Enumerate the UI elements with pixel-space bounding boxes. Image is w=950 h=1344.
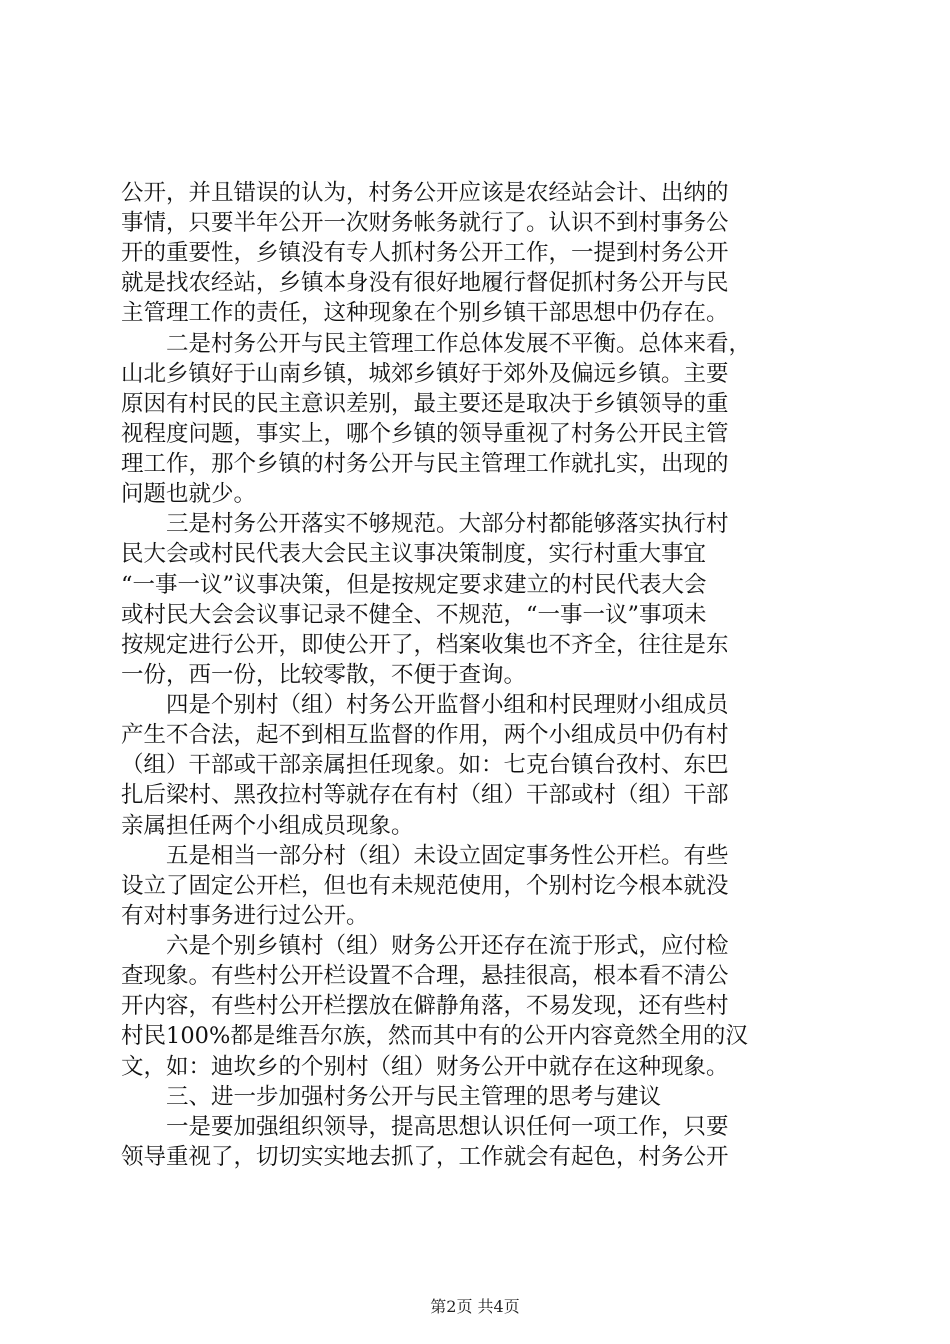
body-line: 四是个别村（组）村务公开监督小组和村民理财小组成员 <box>121 692 729 719</box>
body-line: 设立了固定公开栏，但也有未规范使用，个别村讫今根本就没 <box>121 872 729 899</box>
body-line: 山北乡镇好于山南乡镇，城郊乡镇好于郊外及偏远乡镇。主要 <box>121 360 729 387</box>
body-line: 按规定进行公开，即使公开了，档案收集也不齐全，往往是东 <box>121 631 729 658</box>
body-line: 有对村事务进行过公开。 <box>121 902 369 929</box>
body-line: 村民100%都是维吾尔族，然而其中有的公开内容竟然全用的汉 <box>121 1023 748 1050</box>
body-line: 三是村务公开落实不够规范。大部分村都能够落实执行村 <box>121 511 729 538</box>
body-line: 一是要加强组织领导，提高思想认识任何一项工作，只要 <box>121 1113 729 1140</box>
body-line: 原因有村民的民主意识差别，最主要还是取决于乡镇领导的重 <box>121 390 729 417</box>
body-line: 问题也就少。 <box>121 481 257 508</box>
body-line: （组）干部或干部亲属担任现象。如：七克台镇台孜村、东巴 <box>121 752 729 779</box>
body-line: 事情，只要半年公开一次财务帐务就行了。认识不到村事务公 <box>121 210 729 237</box>
body-line: 或村民大会会议事记录不健全、不规范，“一事一议”事项未 <box>121 601 707 628</box>
page-number-footer: 第2页 共4页 <box>430 1297 520 1316</box>
body-line: 领导重视了，切切实实地去抓了，工作就会有起色，村务公开 <box>121 1143 729 1170</box>
body-line: 六是个别乡镇村（组）财务公开还存在流于形式，应付检 <box>121 933 729 960</box>
body-line: 扎后梁村、黑孜拉村等就存在有村（组）干部或村（组）干部 <box>121 782 729 809</box>
body-line: 主管理工作的责任，这种现象在个别乡镇干部思想中仍存在。 <box>121 300 729 327</box>
body-line: 产生不合法，起不到相互监督的作用，两个小组成员中仍有村 <box>121 722 729 749</box>
body-line: 一份，西一份，比较零散，不便于查询。 <box>121 661 527 688</box>
body-line: 五是相当一部分村（组）未设立固定事务性公开栏。有些 <box>121 842 729 869</box>
body-line: 开内容，有些村公开栏摆放在僻静角落，不易发现，还有些村 <box>121 993 729 1020</box>
body-line: 文，如：迪坎乡的个别村（组）财务公开中就存在这种现象。 <box>121 1053 729 1080</box>
body-line: 就是找农经站，乡镇本身没有很好地履行督促抓村务公开与民 <box>121 270 729 297</box>
body-line: 三、进一步加强村务公开与民主管理的思考与建议 <box>121 1083 662 1110</box>
body-line: 查现象。有些村公开栏设置不合理，悬挂很高，根本看不清公 <box>121 963 729 990</box>
body-line: “一事一议”议事决策，但是按规定要求建立的村民代表大会 <box>121 571 707 598</box>
body-line: 开的重要性，乡镇没有专人抓村务公开工作，一提到村务公开 <box>121 240 729 267</box>
body-line: 民大会或村民代表大会民主议事决策制度，实行村重大事宜 <box>121 541 707 568</box>
body-line: 公开，并且错误的认为，村务公开应该是农经站会计、出纳的 <box>121 180 729 206</box>
body-line: 二是村务公开与民主管理工作总体发展不平衡。总体来看， <box>121 330 752 357</box>
body-line: 理工作，那个乡镇的村务公开与民主管理工作就扎实，出现的 <box>121 451 729 478</box>
body-line: 亲属担任两个小组成员现象。 <box>121 812 414 839</box>
body-line: 视程度问题，事实上，哪个乡镇的领导重视了村务公开民主管 <box>121 420 729 447</box>
